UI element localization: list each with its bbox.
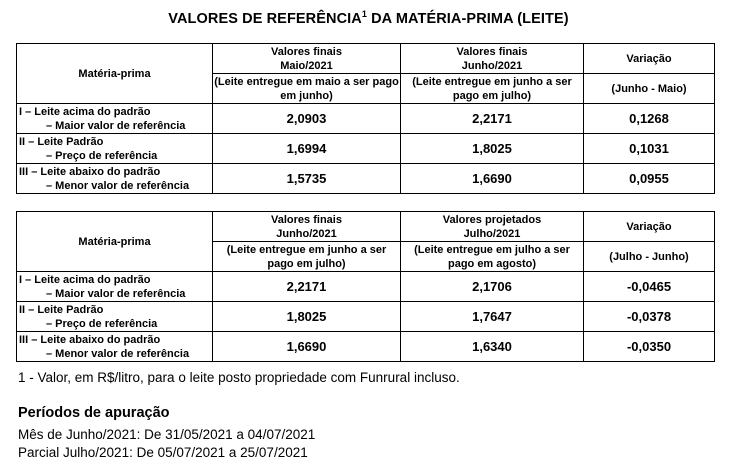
header-variacao: Variação [584, 44, 715, 74]
variation-cell: 0,1031 [584, 134, 715, 164]
row-label-detail: – Menor valor de referência [46, 347, 190, 360]
variation-cell: -0,0350 [584, 332, 715, 362]
header-materia-prima: Matéria-prima [17, 212, 213, 272]
header-col-a-note: (Leite entregue em junho a ser pago em julho) [213, 242, 401, 272]
footnote: 1 - Valor, em R$/litro, para o leite posto propriedade com Funrural incluso. [18, 370, 460, 385]
row-label-category: III – Leite abaixo do padrão [19, 165, 161, 178]
row-label-detail: – Maior valor de referência [46, 119, 186, 132]
title-suffix: DA MATÉRIA-PRIMA (LEITE) [366, 11, 569, 27]
table-row [17, 134, 715, 164]
header-variacao-period: (Junho - Maio) [584, 74, 715, 104]
header-col-b: Valores projetados Julho/2021 [401, 212, 584, 242]
variation-cell: -0,0465 [584, 272, 715, 302]
title-text: VALORES DE REFERÊNCIA [168, 11, 362, 27]
header-col-a: Valores finais Junho/2021 [213, 212, 401, 242]
row-label-detail: – Menor valor de referência [46, 179, 190, 192]
header-variacao-period: (Julho - Junho) [584, 242, 715, 272]
value-cell: 1,6340 [401, 332, 584, 362]
value-cell: 1,6994 [213, 134, 401, 164]
reference-table-may-june [16, 43, 715, 194]
value-cell: 1,8025 [401, 134, 584, 164]
period-june: Mês de Junho/2021: De 31/05/2021 a 04/07/2021 [18, 427, 316, 442]
row-label-category: I – Leite acima do padrão [19, 105, 151, 118]
row-label [17, 104, 213, 134]
value-cell: 1,7647 [401, 302, 584, 332]
row-label [17, 332, 213, 362]
header-variacao: Variação [584, 212, 715, 242]
row-label-category: III – Leite abaixo do padrão [19, 333, 161, 346]
row-label-detail: – Preço de referência [46, 317, 158, 330]
table-row [17, 302, 715, 332]
table-row [17, 104, 715, 134]
variation-cell: -0,0378 [584, 302, 715, 332]
table-row [17, 272, 715, 302]
row-label-detail: – Maior valor de referência [46, 287, 186, 300]
row-label [17, 164, 213, 194]
value-cell: 1,5735 [213, 164, 401, 194]
value-cell: 2,1706 [401, 272, 584, 302]
header-col-b: Valores finais Junho/2021 [401, 44, 584, 74]
header-col-a: Valores finais Maio/2021 [213, 44, 401, 74]
value-cell: 1,6690 [401, 164, 584, 194]
header-col-a-note: (Leite entregue em maio a ser pago em junho) [214, 75, 399, 102]
row-label-detail: – Preço de referência [46, 149, 158, 162]
table-row [17, 332, 715, 362]
variation-cell: 0,1268 [584, 104, 715, 134]
row-label-category: II – Leite Padrão [19, 135, 104, 148]
period-july-partial: Parcial Julho/2021: De 05/07/2021 a 25/07/2021 [18, 445, 308, 460]
header-col-b-note: (Leite entregue em julho a ser pago em agosto) [401, 242, 584, 272]
header-materia-prima: Matéria-prima [17, 44, 213, 104]
row-label [17, 134, 213, 164]
value-cell: 2,2171 [401, 104, 584, 134]
periods-title: Períodos de apuração [18, 405, 170, 421]
value-cell: 2,0903 [213, 104, 401, 134]
value-cell: 1,8025 [213, 302, 401, 332]
table-row [17, 164, 715, 194]
variation-cell: 0,0955 [584, 164, 715, 194]
row-label [17, 302, 213, 332]
value-cell: 2,2171 [213, 272, 401, 302]
value-cell: 1,6690 [213, 332, 401, 362]
title-footnote-marker: 1 [361, 9, 367, 19]
reference-table-june-july [16, 211, 715, 362]
row-label [17, 272, 213, 302]
document-title [0, 9, 737, 27]
header-col-b-note: (Leite entregue em junho a ser pago em julho) [401, 74, 584, 104]
row-label-category: II – Leite Padrão [19, 303, 104, 316]
row-label-category: I – Leite acima do padrão [19, 273, 151, 286]
